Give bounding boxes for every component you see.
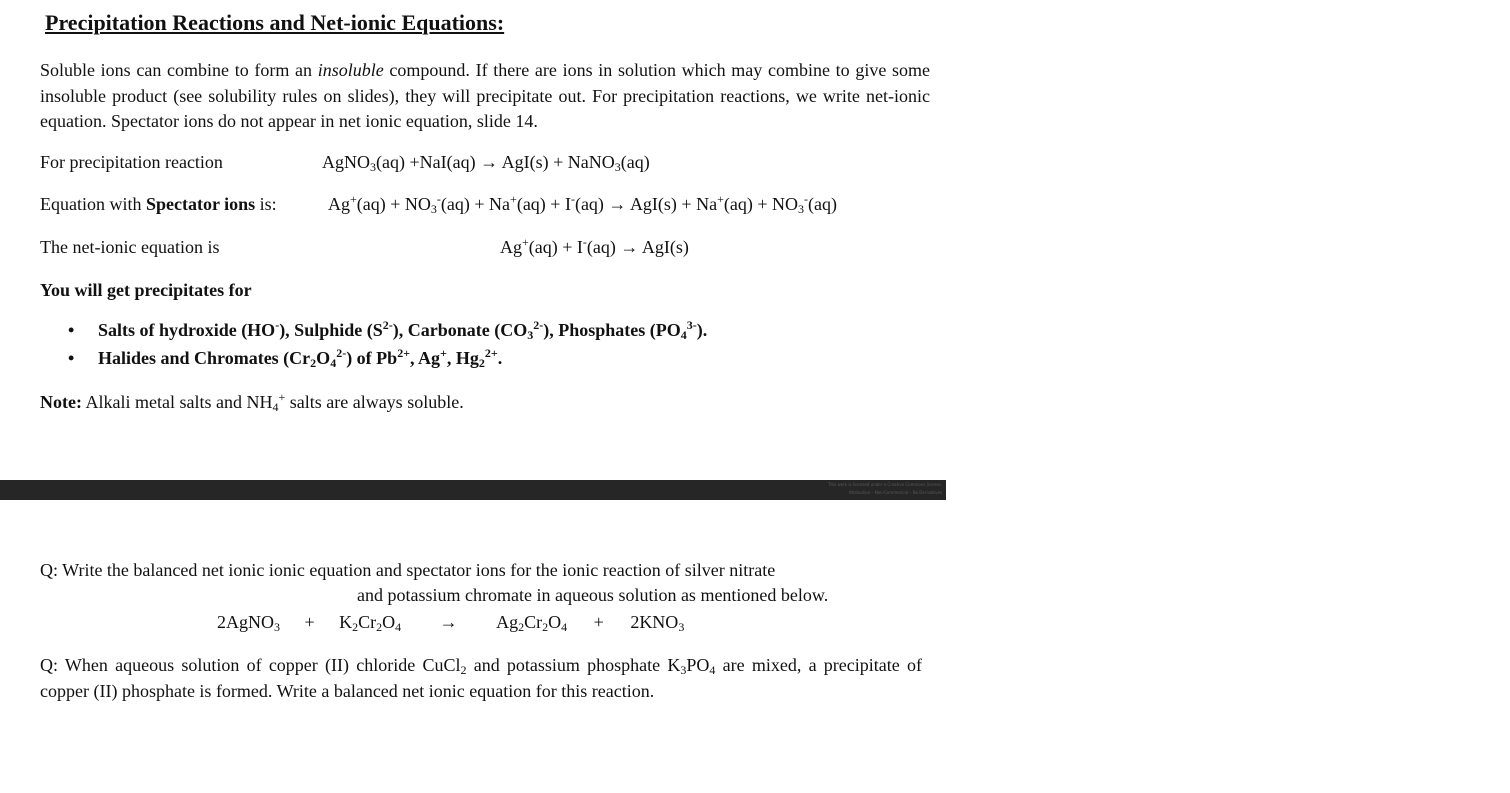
page-title: Precipitation Reactions and Net-ionic Equations: (45, 10, 505, 35)
question-2: Q: When aqueous solution of copper (II) chloride CuCl$_2$ and potassium phosphate $K_3PO_4$ are mixed, a precipitate of copper (II) phosphate is formed. Write a balanced net ionic equation for this reaction. (40, 655, 922, 701)
spectator-equation: $Ag^+(aq) + NO_3^-(aq) + Na^+(aq) + I^-(aq) \to AgI(s) + Na^+(aq) + NO_3^-(aq)$ (328, 192, 837, 216)
net-ionic-equation: Ag+(aq) + I-(aq) → AgI(s) (500, 235, 689, 257)
list-item: • Salts of hydroxide (HO-), Sulphide $(S^{2-})$, Carbonate $(CO_3^{2-})$, Phosphates $(PO_4^{3-})$. (68, 318, 708, 342)
question-1-line-1: Q: Write the balanced net ionic ionic equation and spectator ions for the ionic reaction of silver nitrate (40, 560, 776, 580)
intro-paragraph (40, 58, 930, 135)
question-1-line-2: and potassium chromate in aqueous solution as mentioned below. (357, 585, 829, 605)
slide-divider (0, 480, 946, 500)
divider-caption-2: Attribution – Non-Commercial – No Derivatives (848, 490, 942, 495)
intro-emphasis: insoluble (317, 60, 384, 80)
bullet-icon: • (68, 348, 75, 368)
precipitates-list (68, 320, 707, 376)
question-1-equation: 2AgNO$_3$ + $K_2Cr_2O_4 \to Ag_2Cr_2O_4 + 2KNO_3$ (217, 612, 685, 634)
net-ionic-label: The net-ionic equation is (40, 237, 220, 257)
bullet-icon: • (68, 320, 75, 340)
reaction-equation: AgNO$_3$(aq) +NaI(aq) → AgI(s) + NaNO$_3$(aq) (322, 152, 650, 174)
divider-caption-1: This work is licensed under a Creative Commons license. (828, 482, 942, 487)
spectator-label: Equation with Spectator ions is: (40, 194, 277, 214)
intro-text-1: Soluble ions can combine to form an (40, 60, 318, 80)
intro-text-2: compound. If there are ions in solution which may combine to give some insoluble product (see solubility rules on slides), they will precipitate out. For precipitation reactions, we write net-ionic equation. Spectator ions do not appear in net ionic equation, slide 14. (40, 60, 930, 131)
reaction-label: For precipitation reaction (40, 152, 223, 172)
list-item: • Halides and Chromates $(Cr_2O_4^{2-})$ of $Pb^{2+}$, Ag+, $Hg_2^{2+}$. (68, 346, 503, 370)
note: Note: Alkali metal salts and $NH_4^+$ salts are always soluble. (40, 390, 464, 414)
precipitates-heading: You will get precipitates for (40, 280, 252, 300)
